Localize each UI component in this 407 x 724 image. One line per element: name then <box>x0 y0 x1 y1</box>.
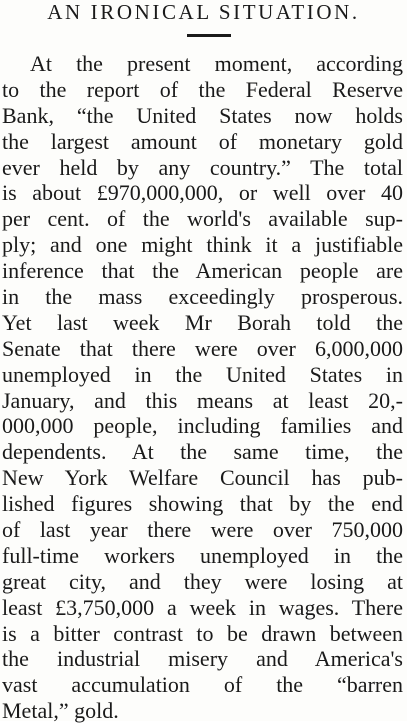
article-body <box>0 51 407 724</box>
article-line: inference that the American people are <box>2 258 403 284</box>
article-line: Senate that there were over 6,000,000 <box>2 335 403 361</box>
article-line: ply; and one might think it a justifiable <box>2 232 403 258</box>
article-line: New York Welfare Council has pub- <box>2 465 403 491</box>
article-line: of last year there were over 750,000 <box>2 517 403 543</box>
article-line: to the report of the Federal Reserve <box>2 76 403 102</box>
article-line: lished figures showing that by the end <box>2 491 403 517</box>
article-line: January, and this means at least 20,- <box>2 387 403 413</box>
article-line: unemployed in the United States in <box>2 361 403 387</box>
article-line: At the present moment, according <box>30 51 403 76</box>
article-line: is a bitter contrast to be drawn between <box>2 620 403 646</box>
headline-rule <box>187 34 231 37</box>
article-line: Yet last week Mr Borah told the <box>2 309 403 335</box>
article-line: ever held by any country.” The total <box>2 154 403 180</box>
article-line: is about £970,000,000, or well over 40 <box>2 180 403 206</box>
headline: AN IRONICAL SITUATION. <box>47 0 360 24</box>
article-line: Metal,” gold. <box>2 698 119 724</box>
article-line: Bank, “the United States now holds <box>2 102 403 128</box>
article-line: dependents. At the same time, the <box>2 439 403 465</box>
article-line: great city, and they were losing at <box>2 568 403 594</box>
article-line: in the mass exceedingly prosperous. <box>2 284 403 310</box>
article-line: vast accumulation of the “barren <box>2 672 403 698</box>
article-line: 000,000 people, including families and <box>2 413 403 439</box>
article-line: full-time workers unemployed in the <box>2 542 403 568</box>
article-line: the industrial misery and America's <box>2 646 403 672</box>
article-line: per cent. of the world's available sup- <box>2 206 403 232</box>
article-line: least £3,750,000 a week in wages. There <box>2 594 403 620</box>
article-line: the largest amount of monetary gold <box>2 128 403 154</box>
